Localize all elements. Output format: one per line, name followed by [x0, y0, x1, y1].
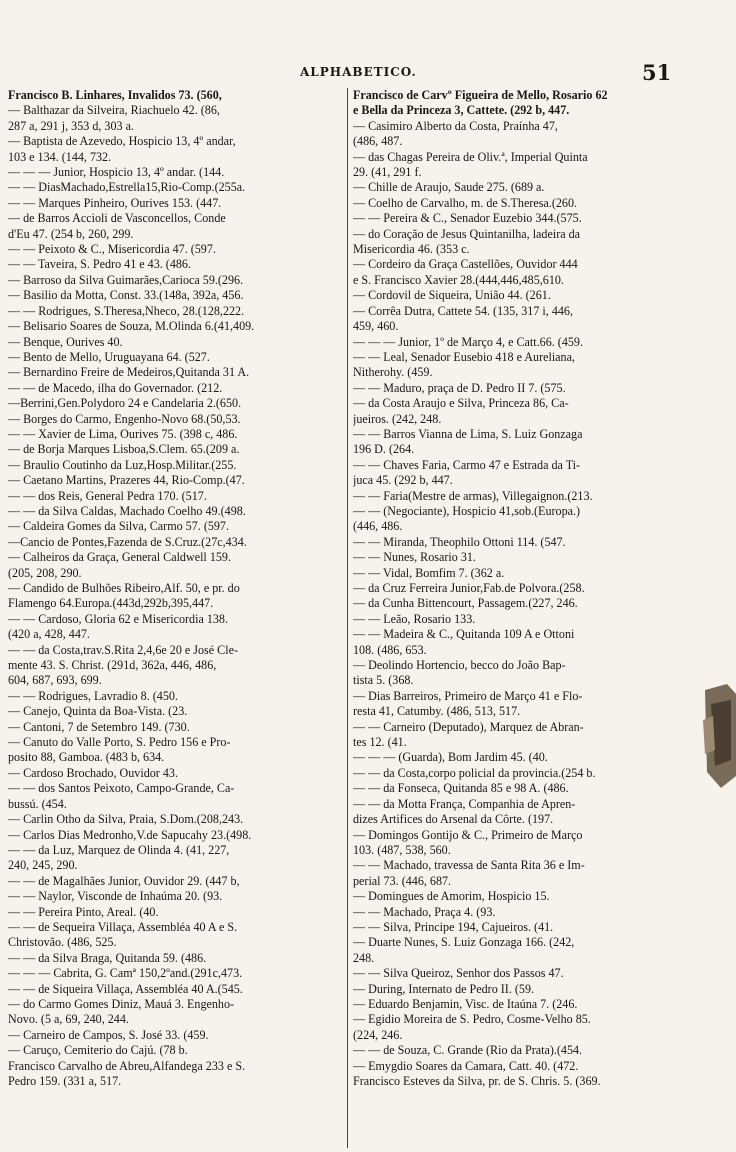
directory-line: posito 88, Gamboa. (483 b, 634. [8, 750, 165, 765]
directory-line: — Cantoni, 7 de Setembro 149. (730. [8, 719, 190, 734]
directory-line: — — — Cabrita, G. Camª 150,2ºand.(291c,473. [8, 966, 243, 981]
directory-line: Nitherohy. (459. [353, 365, 433, 380]
directory-line: — Eduardo Benjamin, Visc. de Itaúna 7. (246. [353, 996, 578, 1011]
directory-line: — Caldeira Gomes da Silva, Carmo 57. (597. [8, 519, 230, 534]
directory-line: 108. (486, 653. [353, 642, 427, 657]
directory-line: Novo. (5 a, 69, 240, 244. [8, 1012, 129, 1027]
directory-line: — — Silva Queiroz, Senhor dos Passos 47. [353, 966, 564, 981]
directory-line: — Bento de Mello, Uruguayana 64. (527. [8, 349, 210, 364]
directory-line: 248. [353, 950, 375, 965]
directory-line: — Coelho de Carvalho, m. de S.Theresa.(260. [353, 195, 578, 210]
directory-line: — Barroso da Silva Guimarães,Carioca 59.(296. [8, 272, 244, 287]
directory-line: — — de Magalhães Junior, Ouvidor 29. (447 b, [8, 873, 240, 888]
directory-line: — — dos Reis, General Pedra 170. (517. [8, 488, 207, 503]
directory-line: — — de Sequeira Villaça, Assembléa 40 A e S. [8, 919, 238, 934]
directory-line: bussú. (454. [8, 796, 67, 811]
directory-line: — Egidio Moreira de S. Pedro, Cosme-Velho 85. [353, 1012, 591, 1027]
margin-engraving-fragment [697, 680, 736, 790]
directory-line: — — da Luz, Marquez de Olinda 4. (41, 227, [8, 842, 230, 857]
directory-line: jueiros. (242, 248. [353, 411, 442, 426]
page-header [0, 62, 736, 86]
directory-line: mente 43. S. Christ. (291d, 362a, 446, 486, [8, 658, 217, 673]
directory-line: — da Costa Araujo e Silva, Princeza 86, Ca- [353, 396, 569, 411]
directory-line: — — Maduro, praça de D. Pedro II 7. (575. [353, 380, 566, 395]
directory-line: — — Leal, Senador Eusebio 418 e Aureliana, [353, 349, 575, 364]
directory-line: Pedro 159. (331 a, 517. [8, 1074, 122, 1088]
left-column [8, 88, 350, 1089]
directory-line: — — Silva, Principe 194, Cajueiros. (41. [353, 919, 554, 934]
directory-line: — — Marques Pinheiro, Ourives 153. (447. [8, 195, 222, 210]
directory-line: — Domingos Gontijo & C., Primeiro de Março [353, 827, 583, 842]
directory-line: — Canuto do Valle Porto, S. Pedro 156 e Pro- [8, 735, 231, 750]
directory-line: — Caetano Martins, Prazeres 44, Rio-Comp.(47. [8, 473, 245, 488]
directory-line: — Corrêa Dutra, Cattete 54. (135, 317 i, 446, [353, 303, 573, 318]
directory-line: — During, Internato de Pedro II. (59. [353, 981, 535, 996]
directory-line: — Baptista de Azevedo, Hospicio 13, 4º andar, [8, 134, 236, 149]
directory-line: tes 12. (41. [353, 735, 407, 750]
directory-line: 103 e 134. (144, 732. [8, 149, 112, 164]
directory-line: Flamengo 64.Europa.(443d,292b,395,447. [8, 596, 214, 611]
directory-line: — — da Silva Caldas, Machado Coelho 49.(498. [8, 503, 246, 518]
directory-line: Christovão. (486, 525. [8, 935, 117, 950]
directory-line: — Cordovil de Siqueira, União 44. (261. [353, 288, 551, 303]
directory-line: — — — (Guarda), Bom Jardim 45. (40. [353, 750, 548, 765]
directory-line: (446, 486. [353, 519, 403, 534]
directory-line: Francisco Carvalho de Abreu,Alfandega 233 e S. [8, 1058, 246, 1073]
directory-line: — — — Junior, 1º de Março 4, e Catt.66. (459. [353, 334, 583, 349]
running-title: ALPHABETICO. [300, 65, 417, 79]
directory-line: — — Machado, Praça 4. (93. [353, 904, 496, 919]
directory-line: — — Peixoto & C., Misericordia 47. (597. [8, 242, 216, 257]
directory-line: — — Pereira Pinto, Areal. (40. [8, 904, 159, 919]
directory-line: — — Faria(Mestre de armas), Villegaignon.(213. [353, 488, 593, 503]
directory-line: — — Cardoso, Gloria 62 e Misericordia 138. [8, 611, 228, 626]
directory-line: — Chille de Araujo, Saude 275. (689 a. [353, 180, 545, 195]
directory-line: 240, 245, 290. [8, 858, 78, 873]
directory-line: — — Machado, travessa de Santa Rita 36 e Im- [353, 858, 585, 873]
directory-line: — — da Silva Braga, Quitanda 59. (486. [8, 950, 207, 965]
directory-line: d'Eu 47. (254 b, 260, 299. [8, 226, 134, 241]
directory-line: 604, 687, 693, 699. [8, 673, 102, 688]
directory-line: — Benque, Ourives 40. [8, 334, 123, 349]
directory-line: — — dos Santos Peixoto, Campo-Grande, Ca- [8, 781, 235, 796]
right-column [347, 88, 671, 1148]
directory-line: — Braulio Coutinho da Luz,Hosp.Militar.(255. [8, 457, 237, 472]
directory-line: — de Borja Marques Lisboa,S.Clem. 65.(209 a. [8, 442, 240, 457]
directory-line: dizes Artifices do Arsenal da Côrte. (197. [353, 812, 554, 827]
directory-line: — Canejo, Quinta da Boa-Vista. (23. [8, 704, 188, 719]
directory-line: — — da Costa,corpo policial da provincia.(254 b. [353, 765, 596, 780]
directory-line: — — da Motta França, Companhia de Apren- [353, 796, 576, 811]
directory-line: —Cancio de Pontes,Fazenda de S.Cruz.(27c,434. [8, 534, 247, 549]
directory-line: — da Cruz Ferreira Junior,Fab.de Polvora.(258. [353, 581, 585, 595]
directory-line: — — Rodrigues, Lavradio 8. (450. [8, 688, 178, 703]
directory-line: — Candido de Bulhões Ribeiro,Alf. 50, e pr. do [8, 581, 240, 595]
directory-line: (420 a, 428, 447. [8, 627, 90, 642]
directory-line: juca 45. (292 b, 447. [353, 473, 453, 488]
directory-line: perial 73. (446, 687. [353, 873, 452, 888]
directory-line: — Carneiro de Campos, S. José 33. (459. [8, 1027, 209, 1042]
directory-line: Francisco Esteves da Silva, pr. de S. Chris. 5. (369. [353, 1074, 601, 1088]
directory-line: e Bella da Princeza 3, Cattete. (292 b, 447. [353, 103, 570, 118]
directory-line: — Basilio da Motta, Const. 33.(148a, 392a, 456. [8, 288, 244, 303]
directory-line: — — de Macedo, ilha do Governador. (212. [8, 380, 223, 395]
directory-line: — — DiasMachado,Estrella15,Rio-Comp.(255a. [8, 180, 246, 195]
directory-line: — Borges do Carmo, Engenho-Novo 68.(50,53. [8, 411, 241, 426]
directory-line: —Berrini,Gen.Polydoro 24 e Candelaria 2.(650. [8, 396, 242, 411]
directory-line: — da Cunha Bittencourt, Passagem.(227, 246. [353, 596, 578, 611]
directory-line: — Cordeiro da Graça Castellões, Ouvidor 444 [353, 257, 578, 272]
directory-line: — — Miranda, Theophilo Ottoni 114. (547. [353, 534, 566, 549]
directory-line: tista 5. (368. [353, 673, 414, 688]
directory-line: 29. (41, 291 f. [353, 165, 422, 180]
directory-line: — Bernardino Freire de Medeiros,Quitanda 31 A. [8, 365, 250, 380]
directory-line: Misericordia 46. (353 c. [353, 242, 470, 257]
directory-line: — do Coração de Jesus Quintanilha, ladeira da [353, 226, 581, 241]
directory-line: — Caruço, Cemiterio do Cajú. (78 b. [8, 1043, 188, 1058]
directory-line: (224, 246. [353, 1027, 403, 1042]
directory-line: — — Xavier de Lima, Ourives 75. (398 c, 486. [8, 426, 238, 441]
directory-line: — de Barros Accioli de Vasconcellos, Conde [8, 211, 226, 226]
directory-line: — — Madeira & C., Quitanda 109 A e Ottoni [353, 627, 575, 642]
directory-line: — Deolindo Hortencio, becco do João Bap- [353, 658, 566, 673]
directory-line: 287 a, 291 j, 353 d, 303 a. [8, 118, 134, 133]
directory-line: — — Carneiro (Deputado), Marquez de Abran- [353, 719, 584, 734]
directory-line: — Calheiros da Graça, General Caldwell 159. [8, 550, 231, 565]
directory-line: — — Taveira, S. Pedro 41 e 43. (486. [8, 257, 191, 272]
directory-line: 103. (487, 538, 560. [353, 842, 451, 857]
directory-line: Francisco B. Linhares, Invalidos 73. (560, [8, 88, 222, 102]
directory-line: — Domingues de Amorim, Hospicio 15. [353, 889, 550, 904]
directory-line: — — Chaves Faria, Carmo 47 e Estrada da Ti- [353, 457, 581, 472]
directory-line: — — de Siqueira Villaça, Assembléa 40 A.(545. [8, 981, 243, 996]
directory-line: — Belisario Soares de Souza, M.Olinda 6.(41,409. [8, 319, 255, 334]
directory-line: — — Nunes, Rosario 31. [353, 550, 476, 565]
directory-line: Francisco de Carvº Figueira de Mello, Rosario 62 [353, 88, 608, 102]
directory-line: — — Rodrigues, S.Theresa,Nheco, 28.(128,222. [8, 303, 245, 318]
directory-line: resta 41, Catumby. (486, 513, 517. [353, 704, 521, 719]
directory-line: — — Naylor, Visconde de Inhaúma 20. (93. [8, 889, 223, 904]
directory-line: — Duarte Nunes, S. Luiz Gonzaga 166. (242, [353, 935, 575, 950]
directory-line: 459, 460. [353, 319, 399, 334]
directory-line: — — — Junior, Hospicio 13, 4º andar. (144. [8, 165, 225, 180]
page-number: 51 [642, 60, 672, 85]
directory-line: — — da Costa,trav.S.Rita 2,4,6e 20 e José Cle- [8, 642, 238, 657]
directory-line: — — Vidal, Bomfim 7. (362 a. [353, 565, 505, 580]
directory-line: 196 D. (264. [353, 442, 415, 457]
directory-line: — — da Fonseca, Quitanda 85 e 98 A. (486. [353, 781, 569, 796]
directory-line: — Dias Barreiros, Primeiro de Março 41 e Flo- [353, 688, 583, 703]
directory-line: — Carlin Otho da Silva, Praia, S.Dom.(208,243. [8, 812, 244, 827]
directory-line: — Balthazar da Silveira, Riachuelo 42. (86, [8, 103, 220, 118]
directory-line: — Emygdio Soares da Camara, Catt. 40. (472. [353, 1058, 579, 1073]
directory-line: — do Carmo Gomes Diniz, Mauá 3. Engenho- [8, 996, 235, 1011]
directory-line: — — de Souza, C. Grande (Rio da Prata).(454. [353, 1043, 583, 1058]
directory-line: — — Pereira & C., Senador Euzebio 344.(575. [353, 211, 582, 226]
directory-line: — — (Negociante), Hospicio 41,sob.(Europa.) [353, 503, 581, 518]
directory-line: — Carlos Dias Medronho,V.de Sapucahy 23.(498. [8, 827, 252, 842]
directory-line: (486, 487. [353, 134, 403, 149]
directory-line: (205, 208, 290. [8, 565, 82, 580]
directory-line: — — Leão, Rosario 133. [353, 611, 476, 626]
directory-line: — das Chagas Pereira de Oliv.ª, Imperial Quinta [353, 149, 588, 164]
directory-line: — Casimiro Alberto da Costa, Praínha 47, [353, 118, 558, 133]
directory-line: — Cardoso Brochado, Ouvidor 43. [8, 765, 178, 780]
directory-line: — — Barros Vianna de Lima, S. Luiz Gonzaga [353, 426, 583, 441]
directory-line: e S. Francisco Xavier 28.(444,446,485,610. [353, 272, 564, 287]
